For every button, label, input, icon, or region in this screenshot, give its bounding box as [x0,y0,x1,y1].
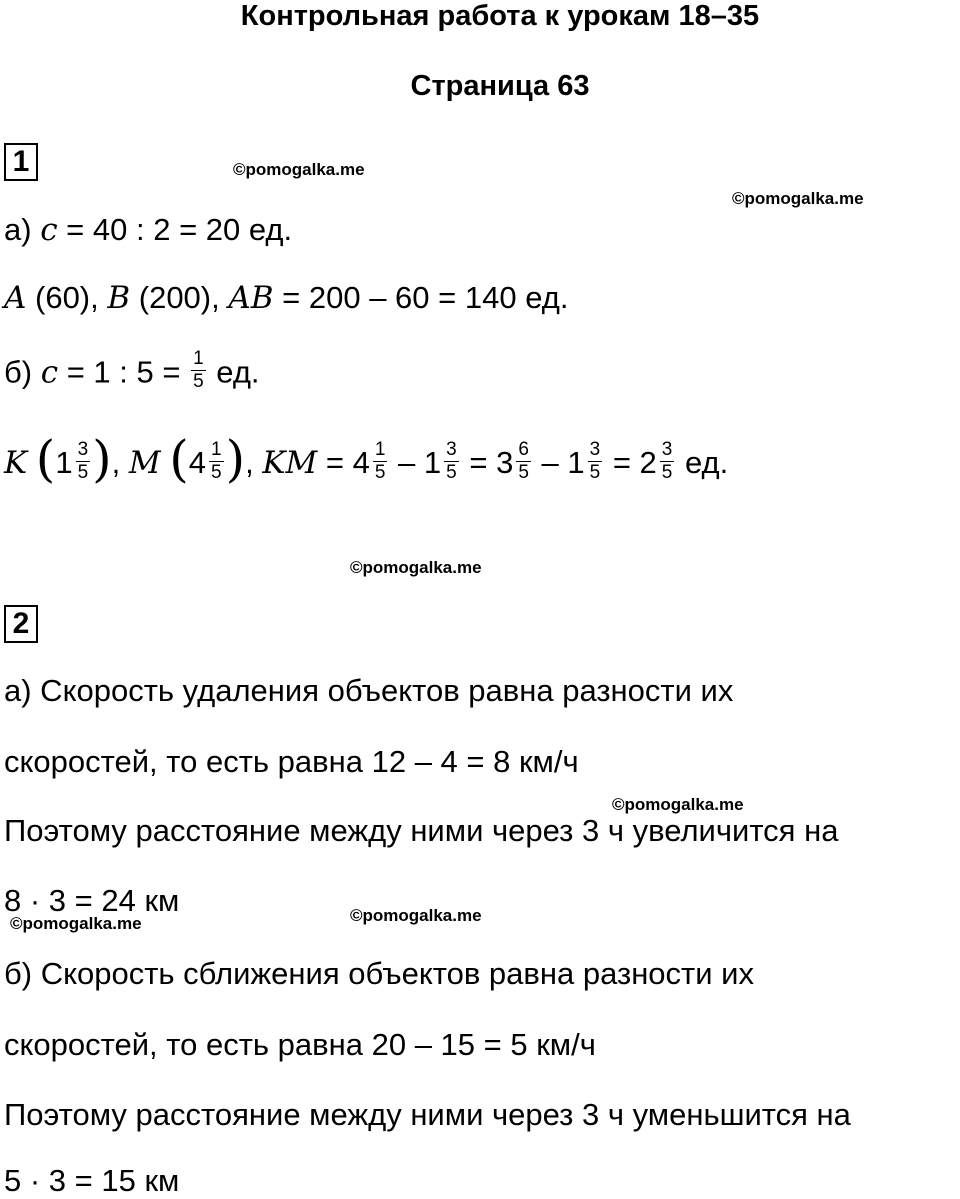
coordinate: (60), [26,280,108,315]
expression: = 40 : 2 = 20 ед. [57,212,293,247]
operator: – [389,445,424,481]
open-paren: ( [35,430,56,488]
task-1-number: 1 [4,143,38,181]
segment-label: AB [228,280,274,316]
task-2-line: 5 · 3 = 15 км [4,1163,180,1198]
task-2-line: скоростей, то есть равна 20 – 15 = 5 км/ч [4,1027,596,1062]
expression: = 200 – 60 = 140 ед. [273,280,569,315]
item-label: а) [4,212,41,247]
task-2-line: б) Скорость сближения объектов равна разности их [4,956,754,991]
whole-part: 3 [496,445,514,481]
fraction [373,439,388,484]
denominator: 5 [446,461,457,483]
watermark: ©pomogalka.me [233,160,365,179]
open-paren: ( [169,430,189,488]
task-1-line-a [4,212,292,248]
segment-label: KM [262,445,318,482]
numerator: 1 [211,438,222,460]
page-title: Контрольная работа к урокам 18–35 [240,0,760,32]
numerator: 1 [193,348,204,369]
task-2-line: а) Скорость удаления объектов равна разности их [4,673,734,708]
expression: = 1 : 5 = [58,354,190,390]
numerator: 3 [77,438,89,460]
numerator: 6 [518,438,529,460]
task-2-line: Поэтому расстояние между ними через 3 ч увеличится на [4,813,839,848]
fraction [444,439,459,484]
fraction [209,439,224,484]
unit: ед. [676,445,729,481]
numerator: 3 [446,438,457,460]
task-1-line-b [4,348,260,397]
watermark: ©pomogalka.me [612,795,744,814]
watermark: ©pomogalka.me [732,189,864,208]
fraction [660,439,675,484]
fraction [588,439,603,484]
task-2-line: скоростей, то есть равна 12 – 4 = 8 км/ч [4,744,579,779]
watermark: ©pomogalka.me [350,558,482,577]
item-label: б) [4,354,41,390]
operator: = [460,445,497,481]
coordinate: (200), [130,280,229,315]
denominator: 5 [77,461,89,483]
whole-part: 1 [55,445,73,481]
watermark: ©pomogalka.me [350,906,482,925]
fraction [191,348,206,393]
operator: = [604,445,640,481]
point-label: K [4,445,28,482]
close-paren: ) [225,430,246,488]
fraction [516,439,531,484]
numerator: 3 [589,438,601,460]
point-label: B [107,280,131,316]
unit: ед. [207,354,260,390]
point-label: M [128,445,161,482]
point-label: A [4,280,27,316]
watermark: ©pomogalka.me [10,914,142,933]
denominator: 5 [374,461,386,483]
whole-part: 1 [423,445,442,481]
task-1-line-ab [4,280,568,316]
whole-part: 4 [352,445,370,481]
whole-part: 2 [639,445,657,481]
denominator: 5 [193,370,204,392]
numerator: 1 [374,438,386,460]
denominator: 5 [661,461,673,483]
task-1-line-km: K (1 $\frac{3}{5}$ ), M (4 $\frac{1}{5}$ ), KM = 4 $\frac{1}{5}$ – 1 $\frac{3}{5}$ = 3 $\frac{6}{5}$ – 1 $\frac{3}{5}$ = 2 $\frac{3}{5}$ ед. [4,430,729,488]
task-2-number: 2 [4,605,38,643]
fraction [76,439,91,484]
close-paren: ) [92,430,112,488]
variable: c [40,212,58,248]
operator: – [532,445,568,481]
task-2-line: Поэтому расстояние между ними через 3 ч уменьшится на [4,1097,851,1132]
whole-part: 4 [188,445,207,481]
variable: c [40,354,59,391]
denominator: 5 [211,461,222,483]
whole-part: 1 [567,445,585,481]
page-subtitle: Страница 63 [410,70,590,102]
denominator: 5 [518,461,529,483]
denominator: 5 [589,461,601,483]
task-2-line: 8 · 3 = 24 км [4,883,180,918]
numerator: 3 [661,438,673,460]
